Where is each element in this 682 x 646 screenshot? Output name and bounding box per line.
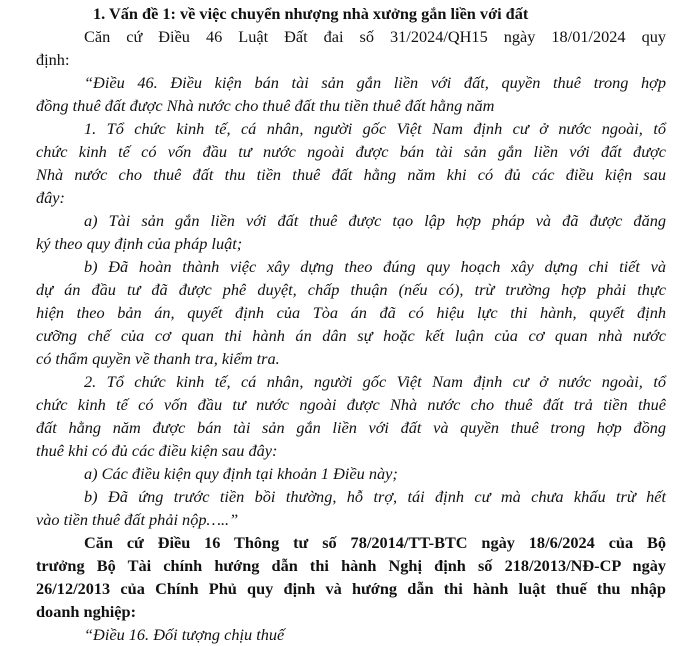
quote-line: thuê khi có đủ các điều kiện sau đây:: [36, 441, 278, 460]
quote-line: hiện theo bản án, quyết định của Tòa án đã có hiệu lực thi hành, quyết định: [36, 303, 666, 322]
paragraph-line: doanh nghiệp:: [36, 602, 136, 621]
quote-line: chức kinh tế có vốn đầu tư nước ngoài được Nhà nước cho thuê đất trả tiền thuê: [36, 395, 666, 414]
section-heading: 1. Vấn đề 1: về việc chuyển nhượng nhà xưởng gắn liền với đất: [93, 4, 529, 23]
quote-line: cưỡng chế của cơ quan thi hành án dân sự hoặc kết luận của cơ quan nhà nước: [36, 326, 666, 345]
quote-line: a) Tài sản gắn liền với đất thuê được tạo lập hợp pháp và đã được đăng: [84, 211, 666, 230]
paragraph-line: 26/12/2013 của Chính Phủ quy định và hướng dẫn thi hành luật thuế thu nhập: [36, 579, 666, 598]
quote-line: đất hằng năm được bán tài sản gắn liền với đất và quyền thuê trong hợp đồng: [36, 418, 666, 437]
quote-line: b) Đã ứng trước tiền bồi thường, hỗ trợ, tái định cư mà chưa khấu trừ hết: [84, 487, 666, 506]
quote-line: “Điều 16. Đối tượng chịu thuế: [84, 625, 285, 644]
paragraph-line: Căn cứ Điều 16 Thông tư số 78/2014/TT-BTC ngày 18/6/2024 của Bộ: [84, 533, 666, 552]
quote-line: “Điều 46. Điều kiện bán tài sản gắn liền với đất, quyền thuê trong hợp: [84, 73, 666, 92]
quote-line: đây:: [36, 188, 65, 207]
quote-line: ký theo quy định của pháp luật;: [36, 234, 243, 253]
quote-line: đồng thuê đất được Nhà nước cho thuê đất thu tiền thuê đất hằng năm: [36, 96, 495, 115]
quote-line: Nhà nước cho thuê đất thu tiền thuê đất hằng năm khi có đủ các điều kiện sau: [36, 165, 666, 184]
quote-line: 1. Tổ chức kinh tế, cá nhân, người gốc Việt Nam định cư ở nước ngoài, tổ: [84, 119, 666, 138]
quote-line: b) Đã hoàn thành việc xây dựng theo đúng quy hoạch xây dựng chi tiết và: [84, 257, 666, 276]
quote-line: dự án đầu tư đã được phê duyệt, chấp thuận (nếu có), trừ trường hợp phải thực: [36, 280, 666, 299]
quote-line: chức kinh tế có vốn đầu tư nước ngoài được bán tài sản gắn liền với đất được: [36, 142, 666, 161]
quote-line: có thẩm quyền về thanh tra, kiểm tra.: [36, 349, 280, 368]
paragraph-line: Căn cứ Điều 46 Luật Đất đai số 31/2024/QH15 ngày 18/01/2024 quy: [84, 27, 666, 46]
paragraph-line: trưởng Bộ Tài chính hướng dẫn thi hành Nghị định số 218/2013/NĐ-CP ngày: [36, 556, 666, 575]
paragraph-line: định:: [36, 50, 70, 69]
quote-line: a) Các điều kiện quy định tại khoản 1 Điều này;: [84, 464, 398, 483]
quote-line: 2. Tổ chức kinh tế, cá nhân, người gốc Việt Nam định cư ở nước ngoài, tổ: [84, 372, 666, 391]
quote-line: vào tiền thuê đất phải nộp…..”: [36, 510, 239, 529]
